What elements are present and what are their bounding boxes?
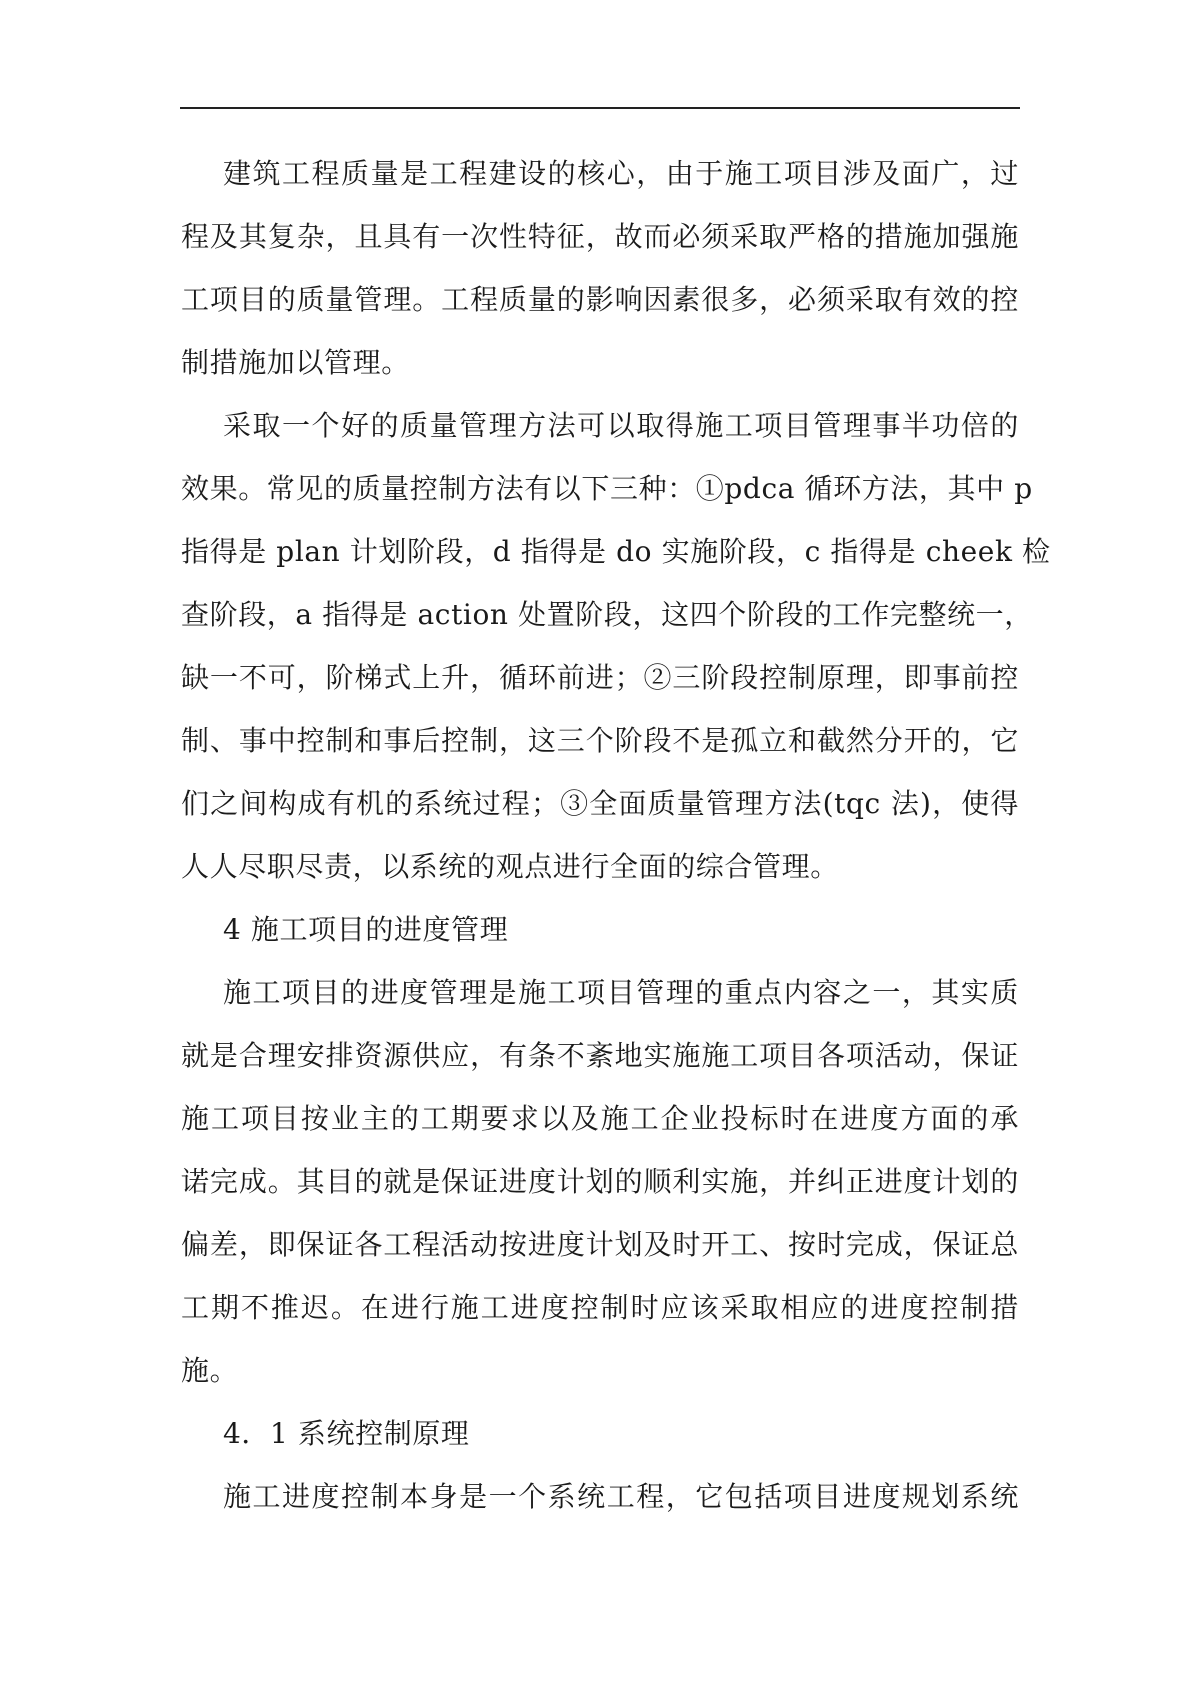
paragraph-line: 指得是 plan 计划阶段，d 指得是 do 实施阶段，c 指得是 cheek 检 — [181, 535, 1051, 568]
paragraph-line: 施。 — [181, 1354, 239, 1387]
paragraph-progress-management — [181, 961, 1019, 1402]
paragraph-line: 偏差，即保证各工程活动按进度计划及时开工、按时完成，保证总 — [181, 1228, 1019, 1261]
paragraph-line: 查阶段，a 指得是 action 处置阶段，这四个阶段的工作完整统一， — [181, 598, 1033, 631]
document-body — [181, 142, 1051, 1528]
paragraph-line: 制措施加以管理。 — [181, 346, 410, 379]
paragraph-line: 程及其复杂，且具有一次性特征，故而必须采取严格的措施加强施 — [181, 220, 1019, 253]
paragraph-quality-methods — [181, 394, 1051, 898]
paragraph-line: 诺完成。其目的就是保证进度计划的顺利实施，并纠正进度计划的 — [181, 1165, 1019, 1198]
paragraph-line: 施工项目的进度管理是施工项目管理的重点内容之一，其实质 — [223, 976, 1019, 1009]
section-heading-system-control: 4．1 系统控制原理 — [223, 1417, 470, 1450]
paragraph-line: 施工项目按业主的工期要求以及施工企业投标时在进度方面的承 — [181, 1102, 1019, 1135]
header-rule — [180, 107, 1020, 109]
paragraph-line: 施工进度控制本身是一个系统工程，它包括项目进度规划系统 — [223, 1480, 1019, 1513]
paragraph-line: 建筑工程质量是工程建设的核心，由于施工项目涉及面广，过 — [223, 157, 1019, 190]
paragraph-line: 工期不推迟。在进行施工进度控制时应该采取相应的进度控制措 — [181, 1291, 1019, 1324]
paragraph-line: 缺一不可，阶梯式上升，循环前进；②三阶段控制原理，即事前控 — [181, 661, 1019, 694]
paragraph-line: 效果。常见的质量控制方法有以下三种：①pdca 循环方法，其中 p — [181, 472, 1033, 505]
section-heading-progress: 4 施工项目的进度管理 — [223, 913, 509, 946]
paragraph-system-control — [181, 1465, 1019, 1528]
paragraph-line: 人人尽职尽责，以系统的观点进行全面的综合管理。 — [181, 850, 839, 883]
paragraph-line: 们之间构成有机的系统过程；③全面质量管理方法(tqc 法)，使得 — [181, 787, 1019, 820]
paragraph-line: 工项目的质量管理。工程质量的影响因素很多，必须采取有效的控 — [181, 283, 1019, 316]
paragraph-line: 就是合理安排资源供应，有条不紊地实施施工项目各项活动，保证 — [181, 1039, 1019, 1072]
paragraph-line: 制、事中控制和事后控制，这三个阶段不是孤立和截然分开的，它 — [181, 724, 1019, 757]
paragraph-quality-core — [181, 142, 1019, 394]
paragraph-line: 采取一个好的质量管理方法可以取得施工项目管理事半功倍的 — [223, 409, 1019, 442]
